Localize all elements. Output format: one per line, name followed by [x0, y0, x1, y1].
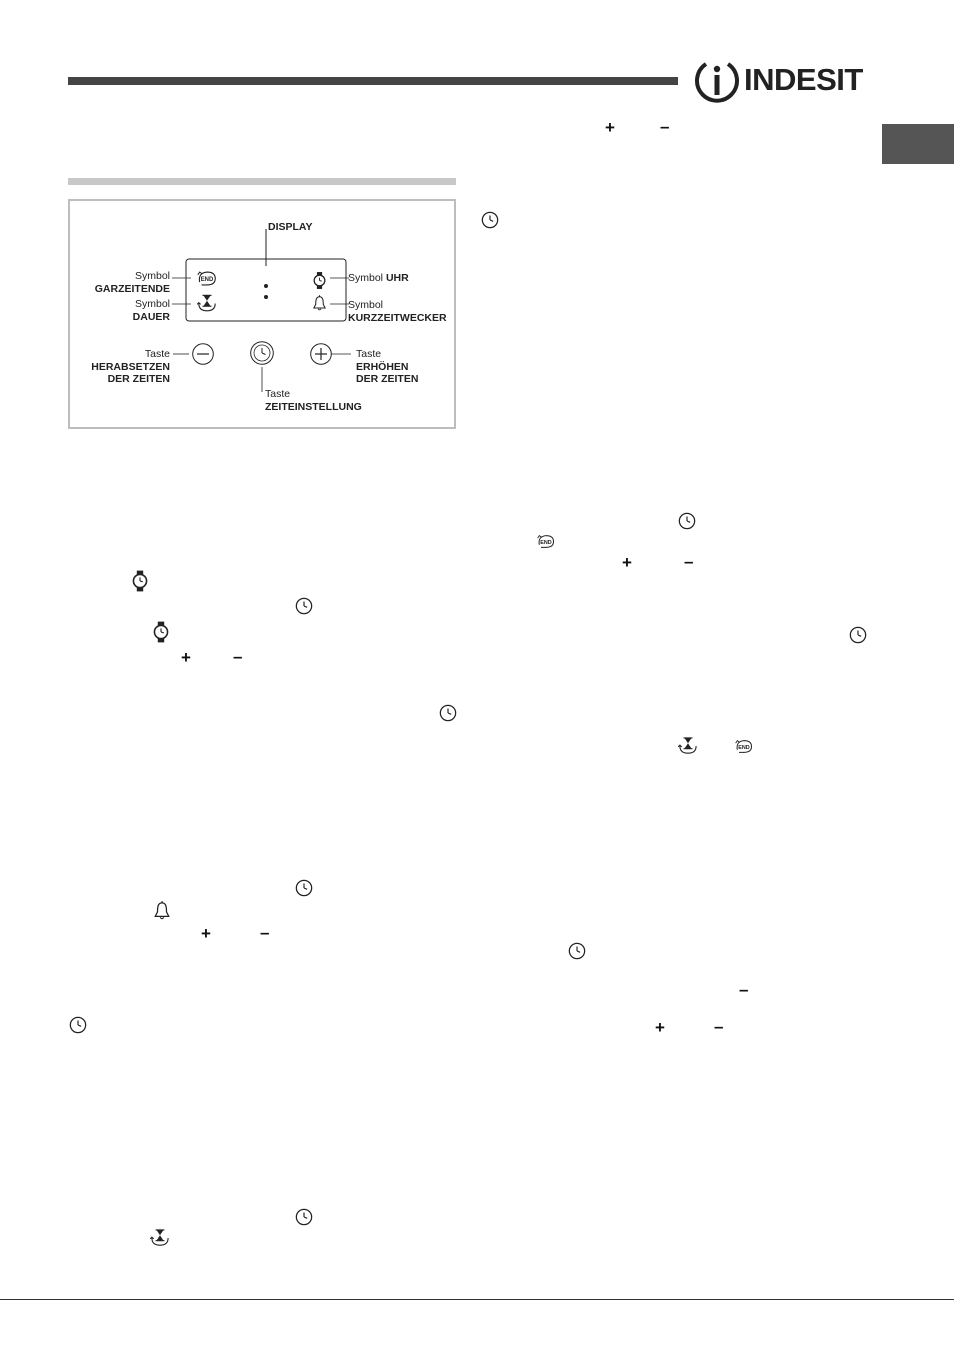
wristwatch-icon: [153, 620, 169, 644]
plus-button-icon: [310, 343, 332, 365]
minus-icon: –: [660, 117, 670, 136]
taste-herabsetzen-label: Taste HERABSETZEN DER ZEITEN: [91, 348, 170, 385]
taste-erhoehen-label: Taste ERHÖHEN DER ZEITEN: [356, 348, 419, 385]
plus-icon: +: [622, 553, 632, 572]
symbol-uhr-label: Symbol UHR: [348, 272, 409, 284]
clock-icon: [678, 512, 696, 530]
plus-icon: +: [605, 118, 615, 137]
indesit-logo: [694, 56, 874, 106]
minus-button-icon: [192, 343, 214, 365]
clock-icon: [69, 1016, 87, 1034]
minus-icon: –: [739, 980, 749, 999]
plus-icon: +: [655, 1018, 665, 1037]
symbol-kurzzeitwecker-label: Symbol KURZZEITWECKER: [348, 299, 447, 324]
minus-icon: –: [260, 923, 270, 942]
symbol-garzeitende-label: Symbol GARZEITENDE: [94, 270, 170, 295]
footer-rule: [0, 1299, 954, 1300]
clock-icon: [439, 704, 457, 722]
clock-icon: [849, 626, 867, 644]
language-tab: [882, 124, 954, 164]
minus-icon: –: [233, 647, 243, 666]
end-icon: [734, 738, 754, 755]
hourglass-icon: [678, 737, 698, 755]
clock-icon: [295, 1208, 313, 1226]
wristwatch-icon: [132, 569, 148, 593]
control-panel-diagram: [68, 199, 456, 429]
hourglass-icon: [150, 1229, 170, 1247]
header-rule: [68, 77, 678, 85]
clock-icon: [568, 942, 586, 960]
minus-icon: –: [714, 1017, 724, 1036]
time-setting-button-icon: [250, 341, 274, 365]
bell-icon: [312, 295, 327, 312]
symbol-dauer-label: Symbol DAUER: [132, 298, 170, 323]
section-divider: [68, 178, 456, 185]
plus-icon: +: [201, 924, 211, 943]
clock-icon: [295, 597, 313, 615]
brand-name: INDESIT: [744, 62, 863, 97]
bell-icon: [153, 901, 171, 921]
clock-icon: [481, 211, 499, 229]
wristwatch-icon: [313, 272, 326, 289]
display-label: DISPLAY: [268, 221, 313, 233]
clock-icon: [295, 879, 313, 897]
end-icon: [196, 269, 218, 288]
hourglass-icon: [197, 294, 217, 313]
plus-icon: +: [181, 648, 191, 667]
end-icon: [536, 533, 556, 550]
taste-zeiteinstellung-label: Taste ZEITEINSTELLUNG: [265, 388, 362, 413]
logo-mark-icon: [694, 56, 740, 106]
minus-icon: –: [684, 552, 694, 571]
